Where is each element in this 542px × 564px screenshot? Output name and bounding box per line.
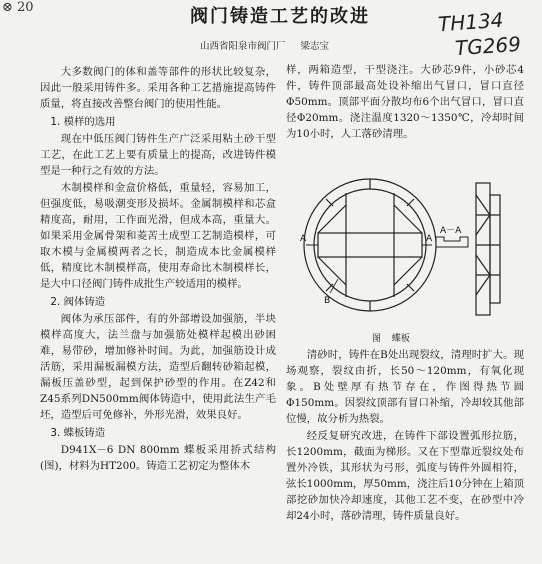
paragraph-continued: 样，两箱造型，干型浇注。大砂芯9件，小砂芯4件，铸件顶部最高处设补缩出气冒口，冒口直径Φ50mm。顶部平面分散均布6个出气冒口，冒口直径Φ20mm。浇注温度1320～1350℃，冷却时间为10小时，人工落砂清理。 xyxy=(286,64,524,140)
handwritten-code-1: TH134 xyxy=(437,7,505,37)
figure-caption-label: 图 xyxy=(372,334,382,344)
paragraph-3: 阀体为承压部件，有的外部增设加强筋，半块模样高度大，法兰盘与加强筋处模样起模出砂困难，易带砂，增加修补时间。为此，加强筋设计成活筋，采用漏板漏模方法，造型后翻转砂箱起模，漏板压盖砂型，起到保护砂型的作用。在Z42和Z45系列DN500mm阀体铸造中，使用此法生产毛坯，造型后可免修补，外形光滑，效果良好。 xyxy=(40,313,276,421)
affiliation: 山西省阳泉市阀门厂 xyxy=(200,41,286,52)
figure-drawing xyxy=(298,175,518,325)
author-name: 梁志宝 xyxy=(300,41,330,52)
label-section: A－A xyxy=(440,226,462,236)
left-column xyxy=(40,64,276,475)
figure-caption-text: 蝶板 xyxy=(391,334,410,344)
paragraph-2: 木制模样和金盒价格低，重量轻，容易加工，但强度低，易吸潮变形及损坏。金属制模样和芯盒精度高，耐用，工作面光滑，但成本高，重量大。如果采用金属骨架和菱苦土成型工艺制造模样，可取木模与金属模两者之长，制造成本比金属模样低，精度比木制模样高，使用寿命比木制模样长，是大中口径阀门铸件成批生产较适用的模样。 xyxy=(40,182,276,290)
paragraph-improvement: 经反复研究改进，在铸件下部设置弧形拉筋，长1200mm，截面为梯形。又在下型靠近裂纹处布置外冷铁，其形状为弓形，弧度与铸件外圆相符，弦长1000mm，厚50mm，浇注后10分钟在上箱顶部挖砂加快冷却速度，其他工艺不变，在砂型中冷却24小时，落砂清理，铸件质量良好。 xyxy=(286,430,524,522)
right-column-bottom xyxy=(286,347,524,525)
inner-ring xyxy=(314,189,426,301)
intro-paragraph: 大多数阀门的体和盖等部件的形状比较复杂，因此一般采用铸件多。采用各种工艺措施提高铸件质量，将直接改善整台阀门的使用性能。 xyxy=(40,66,276,110)
section-heading-1: 1. 模样的选用 xyxy=(50,116,116,128)
outer-ring xyxy=(304,179,436,311)
label-a-right: A xyxy=(426,234,433,244)
right-column-top xyxy=(286,62,524,143)
figure-caption xyxy=(372,331,418,344)
label-a-left: A xyxy=(300,234,307,244)
corner-mark: ⊗ 20 xyxy=(2,0,34,15)
paragraph-cracks: 清砂时，铸件在B处出现裂纹，清理时扩大。现场观察，裂纹由折，长50～120mm，有氧化现象。B处壁厚有热节存在，作图得热节圆Φ150mm。因裂纹顶部有冒口补缩，冷却较其他部位慢，故分析为热裂。 xyxy=(286,349,524,425)
paragraph-4: D941X－6 DN 800mm 蝶板采用挢式结构(图)，材料为HT200。铸造工艺初定为整体木 xyxy=(40,444,276,472)
article-title: 阀门铸造工艺的改进 xyxy=(190,6,370,27)
section-heading-3: 3. 蝶板铸造 xyxy=(50,427,106,439)
paragraph-1: 现在中低压阀门铸件生产广泛采用粘土砂干型工艺，在此工艺上要有质量上的提高，改进铸件模型是一种行之有效的方法。 xyxy=(40,133,276,177)
byline xyxy=(200,38,341,52)
label-b: B xyxy=(324,296,331,306)
butterfly-plate-figure xyxy=(298,175,518,325)
handwritten-code-2: TG269 xyxy=(454,31,522,61)
section-heading-2: 2. 阀体铸造 xyxy=(50,296,106,308)
